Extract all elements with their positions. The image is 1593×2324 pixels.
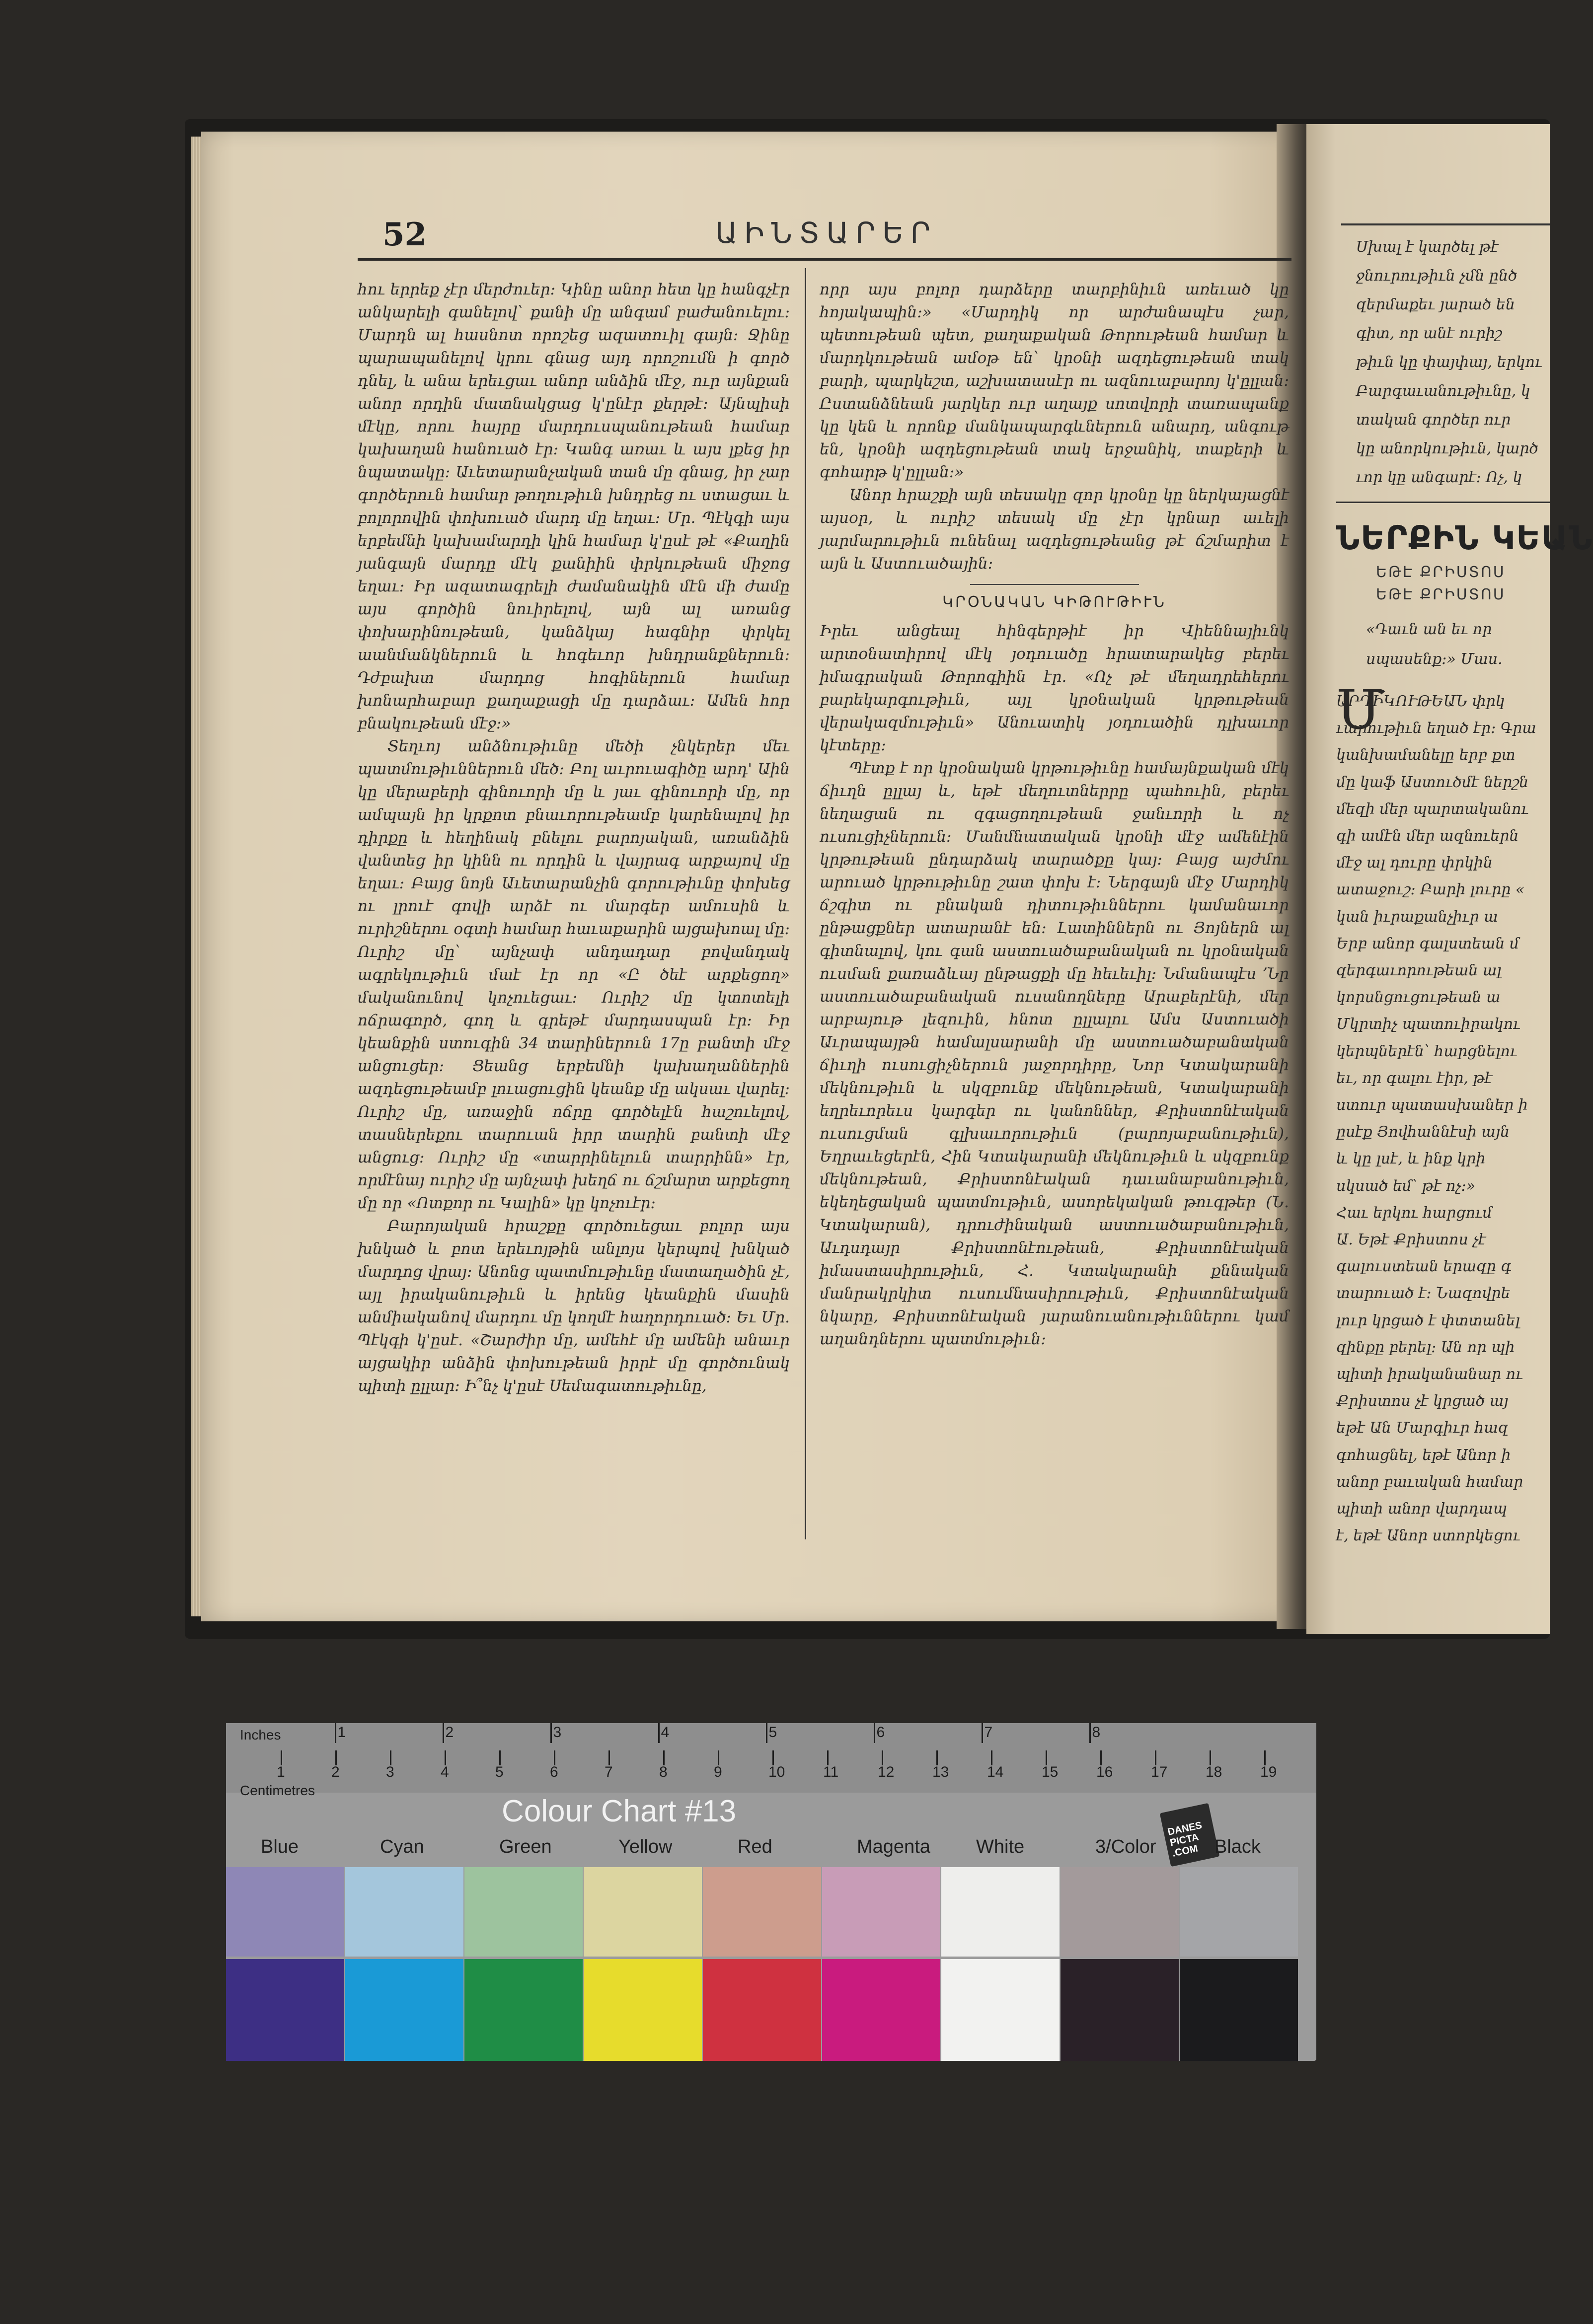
inch-tick [335, 1723, 336, 1743]
swatch-label: Green [499, 1836, 552, 1857]
right-page-rule [1341, 223, 1550, 225]
text-line: Երբ անոր գալստեան մ [1336, 935, 1519, 952]
text-line: զինքը բերել։ Ան որ պի [1336, 1338, 1515, 1356]
cm-number: 7 [605, 1764, 613, 1780]
ruler [226, 1723, 1316, 1798]
cm-tick [1264, 1750, 1266, 1765]
swatch-solid [226, 1959, 344, 2061]
swatch-tint [464, 1867, 583, 1957]
swatch-tint [226, 1867, 344, 1957]
inch-number: 6 [876, 1724, 885, 1741]
cm-tick [1046, 1750, 1047, 1765]
inch-number: 2 [445, 1724, 454, 1741]
cm-tick [499, 1750, 501, 1765]
swatch-tint [941, 1867, 1060, 1957]
paragraph: որր այս բոլոր դարձերը տարբինիւն առեւած կը հոյակապին։» «Մարդիկ որ արժանապէս չար, պետութեան պետ, քաղաքական Թորութեան համար և մարդկութեան ամօթ են՝ կրօնի ազդեցութեան տակ բարի, պարկեշտ, աշխատասէր ու ազնուաբարոյ կ'ըլլան։ Ըստանձնեան յարկեր ուր աղայք սոտվորի տառապանք կը կեն և որոնք մանկապարգևներուն անարդ, անգութ են, կրօնի ազդեցութեան տակ երջանիկ, տաքերի և գոհարթ կ'ըլլան։» [820, 281, 1289, 481]
swatch-tint [822, 1867, 940, 1957]
text-line: կերպներէն՝ հարցնելու [1336, 1042, 1517, 1060]
cm-number: 5 [495, 1764, 504, 1780]
drop-cap: Մ [1336, 678, 1385, 741]
swatch-label: Red [738, 1836, 772, 1857]
cm-number: 13 [932, 1764, 949, 1780]
text-line: ատաջուշ։ Բարի լուրը « [1336, 881, 1525, 899]
text-line: ւարութիւն եղած էր։ Գրա [1336, 720, 1536, 737]
right-text-column [820, 278, 1289, 1539]
text-line: մը կաֆ Աստուծմէ ներշն [1336, 773, 1529, 791]
swatch-tint [1180, 1867, 1298, 1957]
text-line: գի ամէն մեր ազնուերն [1336, 827, 1519, 845]
text-line: կորսնցուցութեան ա [1336, 989, 1501, 1007]
colour-chart-card [226, 1723, 1316, 2061]
swatch-tint [1061, 1867, 1179, 1957]
text-line: ւոր կը անգարէ։ Ոչ, կ [1356, 469, 1522, 486]
cm-number: 17 [1151, 1764, 1168, 1780]
left-text-column [358, 278, 790, 1539]
cm-number: 6 [550, 1764, 558, 1780]
inch-tick [982, 1723, 983, 1743]
cm-tick [663, 1750, 665, 1765]
text-line: սկսած եմ՝ թէ ոչ։» [1336, 1177, 1476, 1195]
paragraph: Տեղւոյ անձնութիւնը մեծի չնկերեր մեւ պատմութիւններուն մեծ։ Բոլ աւրուագիծը արդ' Աին կը մերաբերի գինուորի մը և յաւ գինուորի մը, որ ամպայն իր կրքոտ բնաւորութեամբ կարենալով իր դիրքը և հեղինակ բնելու բարոյական, առանձին վանտեց իր կինն ու որդին և վայրագ արքայով մը եղաւ։ Բայց նոյն Աւետարանչին գորութիւնը փոխեց ու լրուէ գովի արձէ ու մարգեր ամուսին և ուրիշներու օգտի համար հաւաքարին այցախոալ մը։ Ուրիշ մը՝ այնչափ անդադար բովանդակ ագրեկութիւն մաէ էր որ «Ը ծեէ արքեցող» մականունով կոչուեցաւ։ Ուրիշ մը կտոտելի ոճրագործ, գող և գրեթէ մարդասպան էր։ Իր կեանքին ստուգին 34 տարիներուն 17ը բանտի մէջ անցուցեր։ Ցեանց երբեմնի կախաղաններին ազդեցութեամբ լուացուցին կեանք մը ակսաւ վարել։ Ուրիշ մը, առաջին ոճրը գործելէն հաշուելով, տասներեքու տարուան իրր տարին բանտի մէջ անցուց։ Ուրիշ մը «տարրինելուն տարրինն» էր, որմէնայ ուրիշ մը այնչափ խեղճ ու ճշմարտ արքեցող մը որ «Ոտքոր ու Կալին» կը կոչուէր։ [358, 737, 790, 1212]
paragraph: Անոր հրաշքի այն տեսակը զոր կրօնը կը ներկայացնէ այսօր, և ուրիշ տեսակ մը չէր կրնար աւելի յարմարութիւն ունենալ ազդեցութեանց թէ ճշմարիտ է այն և Աստուածային։ [820, 486, 1289, 573]
cm-number: 1 [277, 1764, 285, 1780]
cm-number: 11 [823, 1764, 839, 1780]
swatch-tint [584, 1867, 702, 1957]
cm-number: 4 [441, 1764, 449, 1780]
cm-tick [827, 1750, 829, 1765]
text-line: ստուր պատասխաներ ի [1336, 1096, 1528, 1114]
cm-number: 3 [386, 1764, 394, 1780]
swatch-label: Cyan [380, 1836, 424, 1857]
text-line: մէջ ալ դուրը փրկին [1336, 854, 1493, 872]
cm-tick [936, 1750, 938, 1765]
logo-text: DANES PICTA .COM [1166, 1819, 1203, 1859]
cm-number: 15 [1042, 1764, 1059, 1780]
swatch-label: Blue [261, 1836, 299, 1857]
cm-tick [445, 1750, 446, 1765]
page-edge [191, 137, 202, 1616]
text-line: ըսէք Յովհաննէսի այն [1336, 1123, 1510, 1141]
swatch-solid [941, 1959, 1060, 2061]
text-line: լուր կրցած է փտտանել [1336, 1311, 1520, 1329]
page-number: 52 [382, 216, 427, 253]
swatch-label: Magenta [857, 1836, 930, 1857]
swatch-solid [822, 1959, 940, 2061]
inch-number: 1 [337, 1724, 346, 1741]
cm-number: 10 [768, 1764, 785, 1780]
paragraph: Իրեւ անցեալ հինգերթիէ իր Վիեննայիւնկ արտօնատիրով մէկ յօդուածը հրատարակեց բերեւ իմագրական Թորոգիին էր. «Ոչ թէ մեղադրեհերու բարեկարգութիւն, այլ կրօնական կրթութեան վերակազմութիւն» Անուատիկ յօդուածին դլխաւոր կէտերը։ [820, 622, 1289, 754]
right-page-heading: ՆԵՐՔԻՆ ԿԵԱՆ [1336, 519, 1593, 557]
cm-tick [390, 1750, 391, 1765]
text-line: Սխալ է կարծել թէ [1356, 238, 1499, 256]
text-line: կան իւրաքանչիւր ա [1336, 908, 1498, 926]
inch-number: 8 [1092, 1724, 1101, 1741]
text-line: պիտի իրականանար ու [1336, 1366, 1523, 1383]
text-line: մեզի մեր պարտականու [1336, 800, 1529, 818]
text-line: եւ, որ գալու էիր, թէ [1336, 1069, 1493, 1087]
text-line: «Դաւն ան եւ որ [1366, 621, 1492, 638]
inch-tick [658, 1723, 660, 1743]
text-line: սպասենք։» Մաս. [1366, 651, 1503, 668]
text-line: եթէ Ան Մարգիւր հազ [1336, 1419, 1509, 1437]
cm-tick [1100, 1750, 1102, 1765]
text-line: տարուած է։ Նազովրե [1336, 1285, 1511, 1303]
text-line: տական գործեր ուր [1356, 411, 1511, 429]
brand-logo [1160, 1803, 1220, 1867]
inch-number: 7 [984, 1724, 993, 1741]
cm-number: 18 [1206, 1764, 1222, 1780]
inch-number: 3 [553, 1724, 562, 1741]
text-line: Բարգաւանութիւնը, կ [1356, 382, 1530, 400]
cm-number: 19 [1260, 1764, 1277, 1780]
cm-number: 8 [659, 1764, 668, 1780]
cm-tick [1155, 1750, 1156, 1765]
cm-tick [882, 1750, 883, 1765]
inch-tick [550, 1723, 552, 1743]
swatch-label: White [976, 1836, 1025, 1857]
text-line: գալուստեան երազը գ [1336, 1258, 1512, 1276]
cm-tick [281, 1750, 282, 1765]
swatch-label: 3/Color [1095, 1836, 1156, 1857]
inch-tick [1089, 1723, 1091, 1743]
inch-tick [443, 1723, 444, 1743]
text-line: գոհացնել, եթէ Անոր ի [1336, 1446, 1511, 1464]
cm-tick [554, 1750, 555, 1765]
text-line: Քրիստոս չէ կրցած այ [1336, 1392, 1509, 1410]
cm-number: 14 [987, 1764, 1004, 1780]
right-page-rule-2 [1336, 502, 1550, 503]
swatch-solid [703, 1959, 821, 2061]
text-line: զերգաւորութեան ալ [1336, 962, 1502, 979]
swatch-solid [345, 1959, 463, 2061]
column-rule [805, 268, 806, 1539]
text-line: Մկրտիչ պատուիրակու [1336, 1016, 1520, 1033]
inch-number: 4 [661, 1724, 670, 1741]
inch-number: 5 [768, 1724, 777, 1741]
cm-tick [1210, 1750, 1211, 1765]
text-line: է, եթէ Անոր ստորկեցու [1336, 1527, 1520, 1545]
swatch-tint [703, 1867, 821, 1957]
cm-number: 9 [714, 1764, 722, 1780]
inches-label: Inches [240, 1727, 281, 1743]
cm-number: 16 [1096, 1764, 1113, 1780]
text-line: ԱՐԴԻԿՈՒԹԵԱՆ փրկ [1336, 693, 1505, 710]
inch-tick [874, 1723, 875, 1743]
text-line: Հաւ երկու հարցում [1336, 1204, 1493, 1222]
header-rule [358, 258, 1291, 261]
text-line: զերմաքեւ յարած են [1356, 296, 1515, 313]
text-line: կանխամանելը երբ քտ [1336, 746, 1516, 764]
text-line: պիտի անոր վարդապ [1336, 1500, 1507, 1518]
text-line: թիւն կը փայփայ, երկու [1356, 354, 1542, 371]
paragraph: հու երրեք չէր մերժուեր։ Կինը անոր հետ կը հանգչէր անկարելի գանելով՝ քանի մը անգամ բաժանուելու։ Մարդն ալ հասնոտ որոշեց ազատուիլ գայն։ Ջինը պարապանելով կրու գնաց այդ որոշումն ի գործ դնել, և անա երեւցաւ անոր անձին մէջ, ուր այնքան անոր որդին մատնակցաց կ'ընէր քերթէ։ Այնպիսի մէկը, որու հայրը մարդուսպանութեան համար կախաղան հանուած էր։ Կանգ առաւ և այս լքեց իր նպատակը։ Աւետարանչական տան մը գնաց, իր չար գործերուն համար թողութիւն խնդրեց ու ստացաւ և բոլորովին փոխուած մարդ մը եղաւ։ Մր. Պէկգի այս երբեմնի կախամարդի կին համար կ'ըսէ թէ «Քաղին յանգայն մարդը մէկ քանիին փրկութեան միջոց եղաւ։ Իր ազատագրելի ժամանակին մէն մի ժամը այս գործին նուիրելով, այն ալ առանց փոխարինութեան, կանձկայ հագնիր փրկել աանմանկներուն և հոգեւոր խնդրանքներուն։ Դժբախտ մարդոց հոգիներուն համար խոնարհաբար քաղաքացի մը դարձաւ։ Ամեն հոր բնակութեան մէջ։» [358, 281, 790, 732]
cm-tick [718, 1750, 719, 1765]
text-line: անոր բաւական համար [1336, 1473, 1523, 1491]
swatch-solid [1061, 1959, 1179, 2061]
text-line: կը անորկութիւն, կարծ [1356, 440, 1539, 457]
cm-tick [335, 1750, 337, 1765]
text-line: գիտ, որ անէ ուրիշ [1356, 325, 1502, 342]
text-line: Ա. Եթէ Քրիստոս չէ [1336, 1231, 1486, 1248]
right-page-subheading: ԵԹԷ ՔՐԻՍՏՈՍ [1376, 564, 1506, 581]
swatch-label: Yellow [618, 1836, 673, 1857]
running-head: ԱԻՆՏԱՐԵՐ [715, 216, 938, 250]
swatch-solid [464, 1959, 583, 2061]
cm-number: 2 [331, 1764, 340, 1780]
cm-tick [608, 1750, 610, 1765]
centimetres-label: Centimetres [240, 1783, 315, 1798]
right-page-subheading-2: ԵԹԷ ՔՐԻՍՏՈՍ [1376, 586, 1506, 603]
swatch-solid [1180, 1959, 1298, 2061]
text-line: և կը լսէ, և ինք կրի [1336, 1150, 1486, 1168]
swatch-solid [584, 1959, 702, 2061]
cm-tick [772, 1750, 774, 1765]
cm-tick [991, 1750, 992, 1765]
swatch-tint [345, 1867, 463, 1957]
swatch-label: Black [1214, 1836, 1261, 1857]
paragraph: Պէտք է որ կրօնական կրթութիւնը համայնքական մէկ ճիւղն ըլլայ և, եթէ մեղուտներրը պահուին, բերեւ նեղացան ու զգացողութեան ջանւորի և ոչ ուսուցիչներուն։ Մանմնատական կրօնի մէջ ամենէին կրթութեան ընդարձակ տարածքը կայ։ Բայց այժմու արուած կրթութիւնը շատ փոխ է։ Ներգայն մէջ Մարդիկ ճշգիտ ու բնական դիտութիւններու կամանաւոր ընթացքներ ատարանէ են։ Լատիններն ու Յոյներն ալ գիտնալով, կու գան աստուածաբանական ու կրօնական ուսման քառաձևայ ընթացքի մը հեւեւիլ։ Նմանապէս ՚Նր աստուածաբանական ուսանողները Արաբերէնի, մեր արբայութ լեզուին, հնոտ ըլլալու Ամս Աստուածի Աւրապայթն համալսարանի մը աստուածաբանական ճիւղի ուսուցիչներուն յաջորդիրը, Նոր Կտակարանի մեկնութիւն և սկզբունք մեկնութեան, Կտակարանի եղրեւորեւս կարգեր ու կանոններ, Քրիստոնէական ուսուցման գլխաւորութիւն (բարոյաբանութիւն), Եղրաւեցերէն, Հին Կտակարանի մեկնութիւն և սկզբունք մեկնութեան, Քրիստոնէական դաւանաբանութիւն, եկեղեցական պատմութիւն, ասորեկական թուգթեր (Ն. Կտակարան), դրուժինական աստուածաբանութիւն, Աւդսդայր Քրիստոնէութեան, Քրիստոնէական իմաստասիրութիւն, Հ. Կտակարանի քննական մանրակրկիտ ուսումնասիրութիւն, Քրիստոնէական նկարը, Քրիստոնէական յարանուանութիւններու կամ աղանդներու պատմութիւն։ [820, 759, 1289, 1348]
chart-title: Colour Chart #13 [502, 1794, 737, 1828]
text-line: ջնուրութիւն չմն ընծ [1356, 267, 1517, 285]
cm-number: 12 [878, 1764, 895, 1780]
paragraph: Բարոյական հրաշքը գործուեցաւ բոլոր այս խնկած և բոտ երեւոյթին անլոյս կերպով խնկած մարդոց վրայ։ Անոնց պատմութիւնը մատաղածին չէ, այլ իրականութիւն և իրենց կեանքին մասին անմիականով մարդու մը կողմէ հաղորդուած։ Եւ Մր. Պէկգի կ'ըսէ. «Շարժիր մը, ամեհէ մը ամենի անաւր այցակիր անձին փոխութեան իրրէ մը գործունակ պիտի ըլլար։ Ի՞նչ կ'ըսէ Սեմագատութիւնը, [358, 1217, 790, 1395]
section-title: ԿՐՕՆԱԿԱՆ ԿԻԹՈՒԹԻՒՆ [820, 584, 1289, 614]
inch-tick [766, 1723, 767, 1743]
